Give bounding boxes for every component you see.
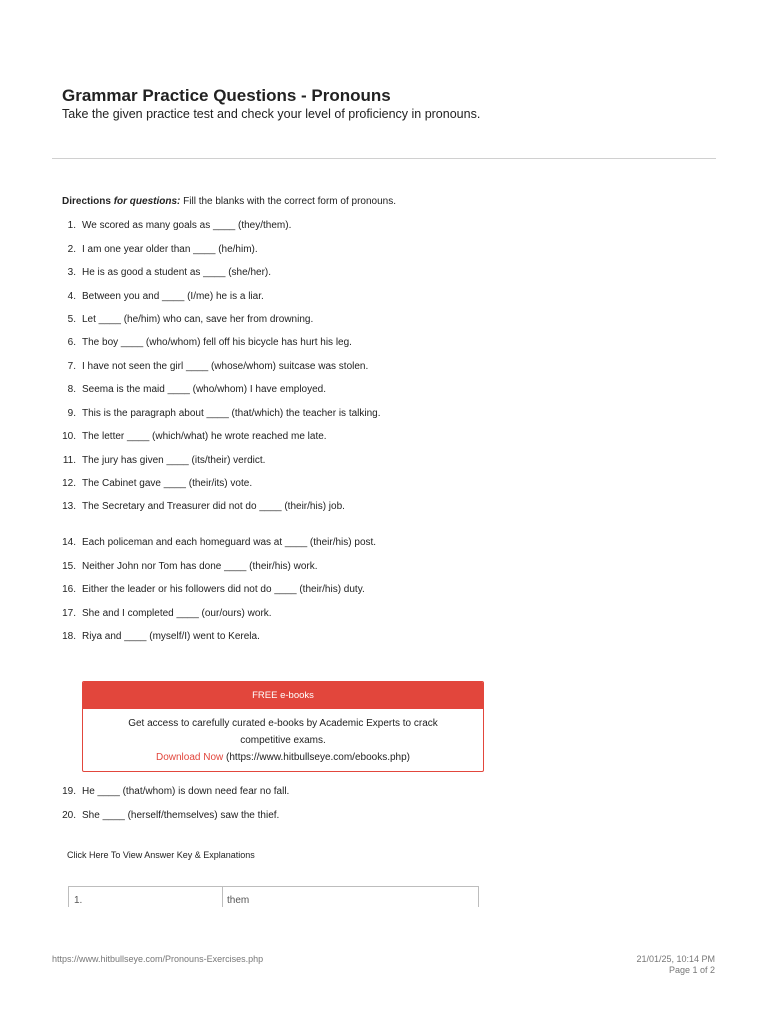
ebooks-ad-link-line — [83, 749, 483, 766]
question-text: He ____ (that/whom) is down need fear no fall. — [82, 786, 290, 797]
question-text: Between you and ____ (I/me) he is a liar. — [82, 291, 264, 302]
question-item — [50, 786, 289, 797]
ebooks-ad-box — [82, 681, 484, 772]
question-text: The jury has given ____ (its/their) verdict. — [82, 455, 266, 466]
question-item — [50, 810, 279, 821]
question-item — [50, 455, 265, 466]
answer-table-answer: them — [227, 895, 250, 906]
question-text: I have not seen the girl ____ (whose/whom) suitcase was stolen. — [82, 361, 369, 372]
question-text: Neither John nor Tom has done ____ (their/his) work. — [82, 561, 318, 572]
question-number: 15. — [62, 561, 76, 572]
question-number: 7. — [67, 361, 76, 372]
question-item — [50, 537, 376, 548]
answer-table — [68, 886, 479, 907]
question-number: 4. — [67, 291, 76, 302]
ebooks-ad-line2: competitive exams. — [240, 735, 326, 746]
question-number: 11. — [62, 455, 76, 466]
question-number: 14. — [62, 537, 76, 548]
question-number: 20. — [62, 810, 76, 821]
question-number: 6. — [67, 337, 76, 348]
question-number: 17. — [62, 608, 76, 619]
question-text: She and I completed ____ (our/ours) work. — [82, 608, 272, 619]
question-text: I am one year older than ____ (he/him). — [82, 244, 258, 255]
question-number: 16. — [62, 584, 76, 595]
question-text: Seema is the maid ____ (who/whom) I have employed. — [82, 384, 327, 395]
question-number: 13. — [62, 501, 76, 512]
ebooks-ad-line1: Get access to carefully curated e-books by Academic Experts to crack — [128, 718, 438, 729]
question-item — [50, 584, 365, 595]
question-text: The Secretary and Treasurer did not do ____ (their/his) job. — [82, 501, 345, 512]
question-text: We scored as many goals as ____ (they/them). — [82, 220, 292, 231]
question-item — [50, 608, 272, 619]
question-item — [50, 220, 291, 231]
question-item — [50, 631, 260, 642]
footer-datetime: 21/01/25, 10:14 PM — [636, 954, 715, 964]
question-text: The boy ____ (who/whom) fell off his bicycle has hurt his leg. — [82, 337, 352, 348]
question-text: The letter ____ (which/what) he wrote reached me late. — [82, 431, 327, 442]
question-number: 12. — [62, 478, 76, 489]
directions-label-italic: for questions: — [113, 196, 181, 207]
question-number: 10. — [62, 431, 76, 442]
question-item — [50, 501, 345, 512]
question-item — [50, 314, 313, 325]
question-item — [50, 431, 327, 442]
question-number: 3. — [67, 267, 76, 278]
question-item — [50, 408, 381, 419]
question-item — [50, 337, 352, 348]
question-number: 5. — [67, 314, 76, 325]
answer-key-link[interactable]: Click Here To View Answer Key & Explanations — [67, 850, 255, 860]
question-number: 19. — [62, 786, 76, 797]
question-number: 1. — [67, 220, 76, 231]
question-text: He is as good a student as ____ (she/her). — [82, 267, 272, 278]
ebooks-ad-url: (https://www.hitbullseye.com/ebooks.php) — [223, 752, 411, 763]
directions-text: Fill the blanks with the correct form of pronouns. — [180, 196, 397, 207]
question-text: This is the paragraph about ____ (that/which) the teacher is talking. — [82, 408, 381, 419]
question-text: The Cabinet gave ____ (their/its) vote. — [82, 478, 253, 489]
directions-label: Directions — [62, 196, 111, 207]
question-item — [50, 244, 258, 255]
question-item — [50, 267, 271, 278]
question-text: Either the leader or his followers did not do ____ (their/his) duty. — [82, 584, 365, 595]
answer-table-num: 1. — [74, 895, 83, 906]
question-text: She ____ (herself/themselves) saw the thief. — [82, 810, 280, 821]
ebooks-ad-body — [83, 709, 483, 766]
footer-meta — [636, 954, 715, 976]
footer-url: https://www.hitbullseye.com/Pronouns-Exercises.php — [52, 954, 264, 964]
question-number: 18. — [62, 631, 76, 642]
answer-table-divider — [222, 887, 223, 907]
question-item — [50, 561, 318, 572]
download-now-link[interactable]: Download Now — [155, 752, 224, 763]
question-text: Let ____ (he/him) who can, save her from drowning. — [82, 314, 314, 325]
question-number: 8. — [67, 384, 76, 395]
page-title: Grammar Practice Questions - Pronouns — [62, 86, 391, 105]
question-item — [50, 361, 368, 372]
question-number: 2. — [67, 244, 76, 255]
question-item — [50, 478, 252, 489]
question-text: Each policeman and each homeguard was at ____ (their/his) post. — [82, 537, 377, 548]
divider — [52, 158, 716, 159]
directions — [62, 196, 396, 207]
question-item — [50, 384, 326, 395]
footer-page-number: Page 1 of 2 — [668, 965, 715, 975]
ebooks-ad-header: FREE e-books — [83, 682, 483, 709]
question-number: 9. — [67, 408, 76, 419]
question-item — [50, 291, 264, 302]
page-subtitle: Take the given practice test and check your level of proficiency in pronouns. — [62, 107, 481, 121]
question-text: Riya and ____ (myself/I) went to Kerela. — [82, 631, 260, 642]
